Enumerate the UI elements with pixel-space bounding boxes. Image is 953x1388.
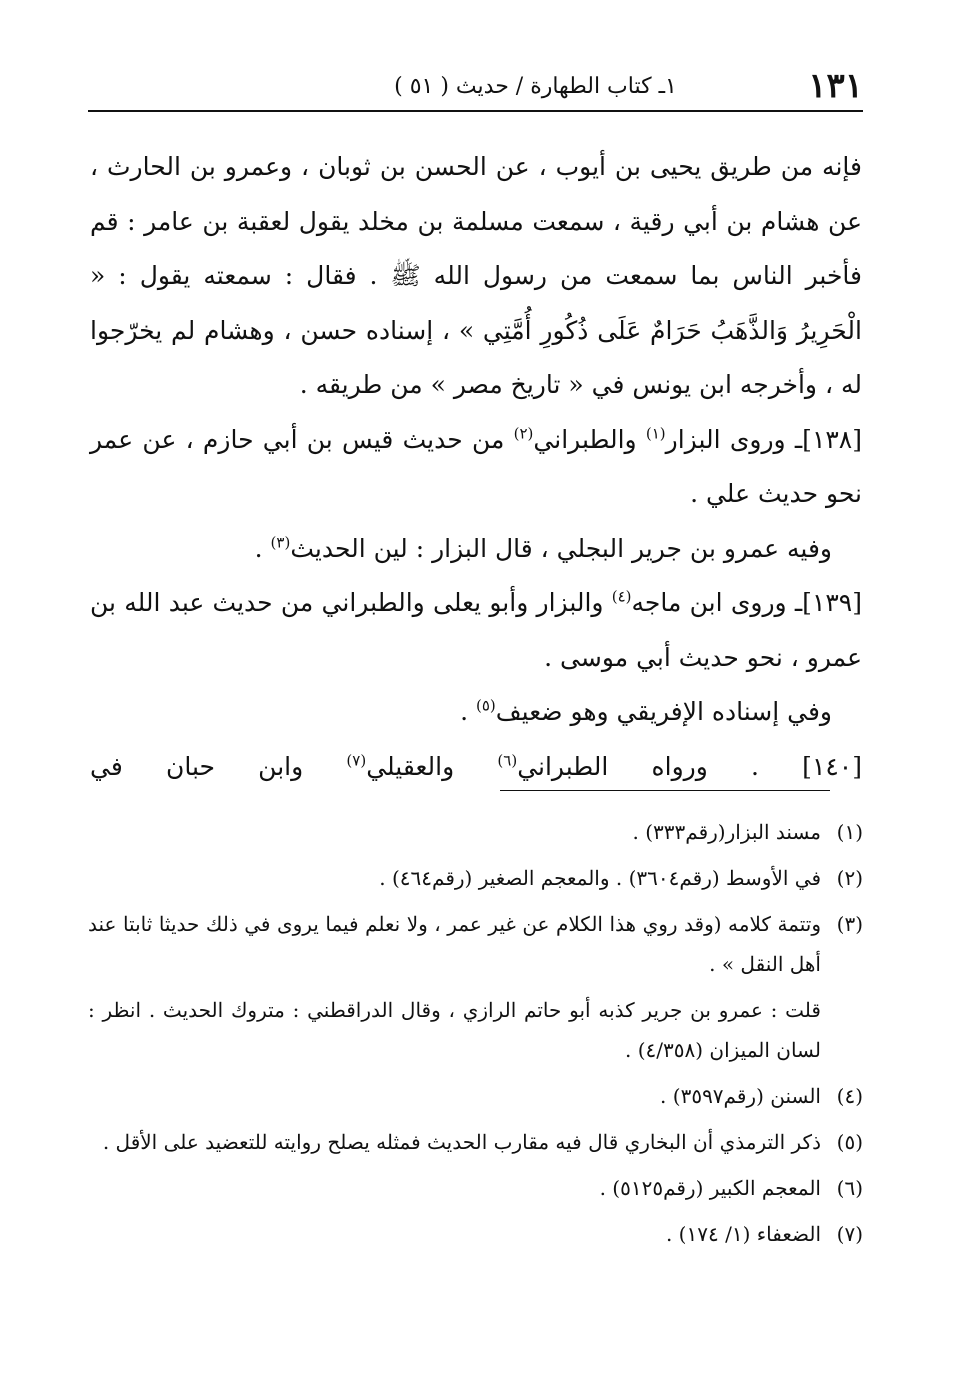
footnote-number: (٣): [836, 912, 863, 936]
header-divider: [88, 110, 863, 112]
paragraph-6-end: وابن حبان في: [90, 751, 347, 781]
paragraph-5-end: .: [460, 697, 476, 726]
footnote-text: مسند البزار(رقم٣٣٣) .: [632, 820, 821, 844]
footnote-text: في الأوسط (رقم٣٦٠٤) . والمعجم الصغير (رقم٤٦٤) .: [379, 866, 821, 890]
footnote-3: [88, 904, 863, 984]
footnote-number: (٧): [836, 1222, 863, 1246]
paragraph-3-start: وفيه عمرو بن جرير البجلي ، قال البزار : لين الحديث: [290, 533, 832, 563]
footnote-7: [88, 1214, 863, 1254]
paragraph-5-start: وفي إسناده الإفريقي وهو ضعيف: [495, 697, 832, 726]
footnote-6: [88, 1168, 863, 1208]
footnote-5: [88, 1122, 863, 1162]
footnote-text: المعجم الكبير (رقم٥١٢٥) .: [599, 1176, 821, 1200]
footnote-text: الضعفاء (١/ ١٧٤) .: [665, 1222, 821, 1246]
footnote-number: (١): [836, 820, 863, 844]
paragraph-1: [90, 140, 862, 413]
running-title: ١ـ كتاب الطهارة / حديث ( ٥١ ): [394, 74, 677, 99]
paragraph-2-end: من حديث قيس بن أبي حازم ، عن عمر نحو حديث علي .: [90, 424, 862, 508]
paragraph-6-mid: والعقيلي: [366, 751, 498, 781]
paragraph-6: [90, 740, 862, 795]
footnote-4: [88, 1076, 863, 1116]
page-header: [88, 66, 863, 106]
footnote-divider: [500, 790, 830, 791]
main-text: [90, 140, 862, 794]
paragraph-4-start: [١٣٩]ـ وروى ابن ماجه: [631, 588, 862, 617]
paragraph-4-end: والبزار وأبو يعلى والطبراني من حديث عبد الله بن عمرو ، نحو حديث أبي موسى .: [90, 588, 862, 672]
footnotes: [88, 812, 863, 1260]
footnote-number: (٥): [836, 1130, 863, 1154]
page-number: ١٣١: [808, 66, 863, 106]
footnote-number: (٤): [836, 1084, 863, 1108]
footnote-ref-6[interactable]: (٦): [497, 751, 518, 770]
footnote-ref-7[interactable]: (٧): [346, 751, 367, 770]
footnote-2: [88, 858, 863, 898]
paragraph-5: [90, 685, 862, 740]
footnote-ref-2[interactable]: (٢): [513, 424, 534, 443]
paragraph-2-start: [١٣٨]ـ وروى البزار: [665, 424, 862, 454]
paragraph-2-mid: والطبراني: [533, 424, 646, 454]
paragraph-1-text: فإنه من طريق يحيى بن أيوب ، عن الحسن بن ثوبان ، وعمرو بن الحارث ، عن هشام بن أبي رقية ، سمعت مسلمة بن مخلد يقول لعقبة بن عامر : قم فأخبر الناس بما سمعت من رسول الله ﷺ . فقال : سمعته يقول : « الْحَرِيرُ وَالذَّهَبُ حَرَامٌ عَلَى ذُكُورِ أُمَّتِي » ، إسناده حسن ، وهشام لم يخرّجوا له ، وأخرجه ابن يونس في « تاريخ مصر » من طريقه .: [90, 152, 862, 399]
footnote-1: [88, 812, 863, 852]
footnote-text: وتتمة كلامه (وقد روي هذا الكلام عن غير عمر ، ولا نعلم فيما يروى في ذلك حديثا ثابتا عند أهل النقل » .: [88, 912, 821, 976]
footnote-text: السنن (رقم٣٥٩٧) .: [660, 1084, 821, 1108]
paragraph-3-end: .: [254, 533, 271, 563]
footnote-ref-4[interactable]: (٤): [611, 587, 632, 606]
footnote-text: ذكر الترمذي أن البخاري قال فيه مقارب الحديث فمثله يصلح روايته للتعضيد على الأقل .: [102, 1130, 821, 1154]
paragraph-6-start: [١٤٠] . ورواه الطبراني: [517, 751, 862, 781]
footnote-number: (٢): [836, 866, 863, 890]
footnote-ref-1[interactable]: (١): [645, 424, 666, 443]
paragraph-4: [90, 576, 862, 685]
paragraph-2: [90, 413, 862, 522]
paragraph-3: [90, 522, 862, 577]
footnote-number: (٦): [836, 1176, 863, 1200]
footnote-3-continuation: قلت : عمرو بن جرير كذبه أبو حاتم الرازي ، وقال الدراقطني : متروك الحديث . انظر : لسان الميزان (٤/٣٥٨) .: [88, 998, 821, 1062]
footnote-ref-3[interactable]: (٣): [270, 533, 291, 552]
footnote-ref-5[interactable]: (٥): [476, 696, 496, 715]
